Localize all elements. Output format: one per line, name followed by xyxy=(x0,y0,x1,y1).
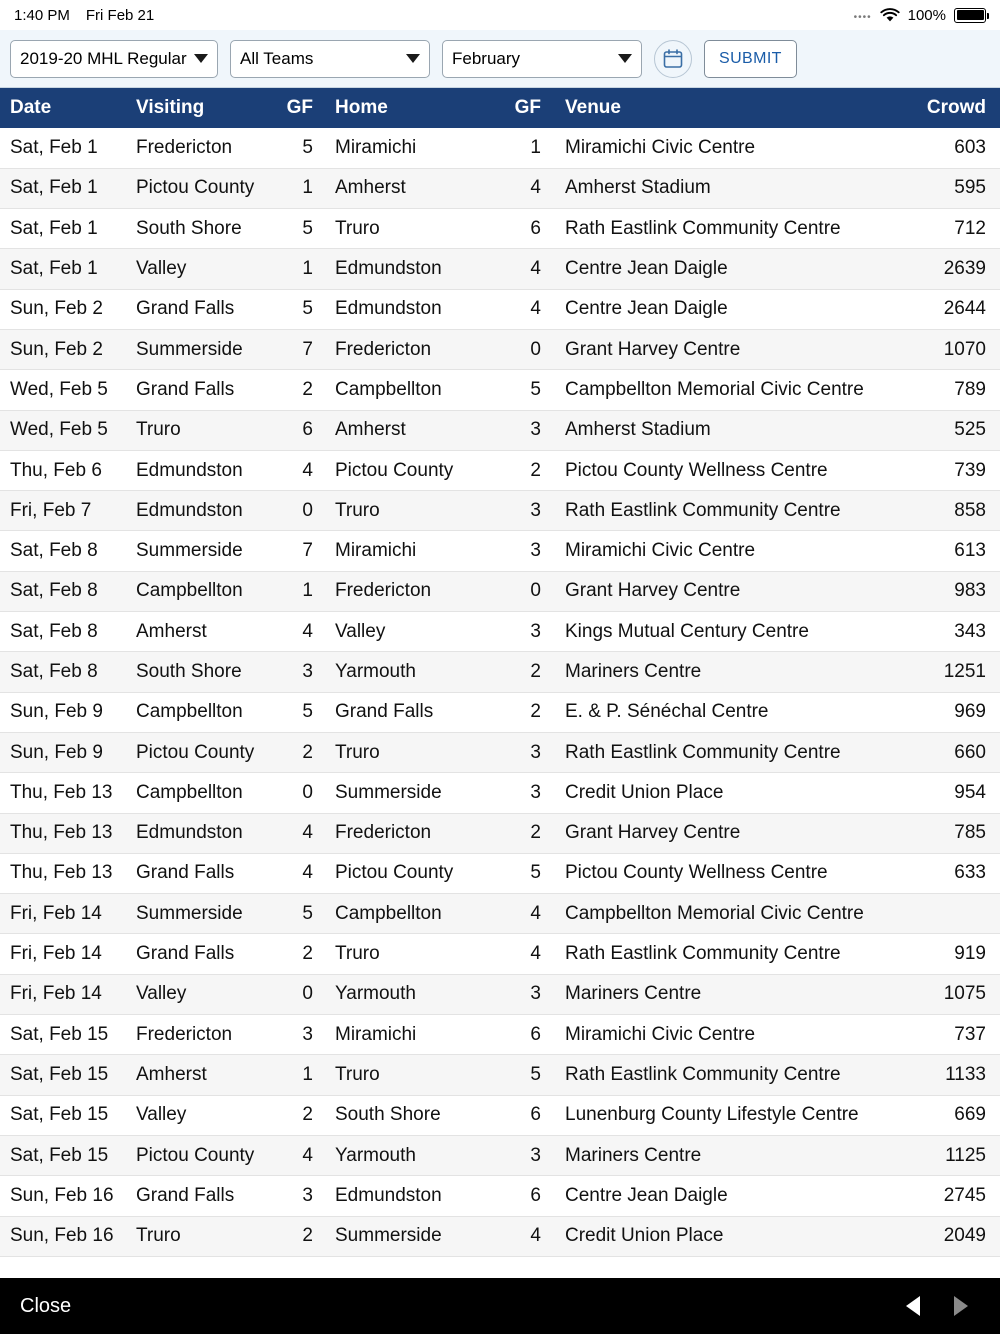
cell-visiting: Grand Falls xyxy=(128,1176,273,1216)
calendar-icon xyxy=(662,48,684,70)
chevron-down-icon xyxy=(618,54,632,63)
wifi-icon xyxy=(880,8,900,23)
cell-gf-visiting: 1 xyxy=(273,1055,321,1095)
cell-venue: Centre Jean Daigle xyxy=(549,249,904,289)
cell-crowd: 633 xyxy=(904,853,1000,893)
cell-visiting: Summerside xyxy=(128,894,273,934)
cell-crowd xyxy=(904,894,1000,934)
cell-date: Sat, Feb 15 xyxy=(0,1095,128,1135)
cell-crowd: 1133 xyxy=(904,1055,1000,1095)
cell-gf-visiting: 7 xyxy=(273,329,321,369)
cell-visiting: Grand Falls xyxy=(128,370,273,410)
cell-crowd: 2644 xyxy=(904,289,1000,329)
cell-home: Truro xyxy=(321,934,501,974)
cell-gf-visiting: 3 xyxy=(273,1015,321,1055)
cell-visiting: Edmundston xyxy=(128,450,273,490)
cell-crowd: 739 xyxy=(904,450,1000,490)
cell-venue: Miramichi Civic Centre xyxy=(549,128,904,168)
cell-home: Grand Falls xyxy=(321,692,501,732)
cell-gf-visiting: 4 xyxy=(273,450,321,490)
cell-gf-home: 3 xyxy=(501,732,549,772)
month-select[interactable] xyxy=(442,40,642,78)
cell-venue: Miramichi Civic Centre xyxy=(549,531,904,571)
table-row[interactable] xyxy=(0,1216,1000,1256)
cell-date: Fri, Feb 14 xyxy=(0,934,128,974)
cell-home: Fredericton xyxy=(321,813,501,853)
cell-visiting: Valley xyxy=(128,249,273,289)
cell-crowd: 712 xyxy=(904,209,1000,249)
nav-controls xyxy=(906,1296,980,1316)
teams-select[interactable] xyxy=(230,40,430,78)
cell-visiting: Valley xyxy=(128,974,273,1014)
cell-gf-visiting: 5 xyxy=(273,894,321,934)
cell-home: Amherst xyxy=(321,168,501,208)
cell-visiting: Campbellton xyxy=(128,692,273,732)
cell-gf-home: 4 xyxy=(501,168,549,208)
cell-visiting: Amherst xyxy=(128,612,273,652)
table-row[interactable] xyxy=(0,410,1000,450)
cell-gf-home: 2 xyxy=(501,450,549,490)
cell-gf-visiting: 5 xyxy=(273,692,321,732)
table-row[interactable] xyxy=(0,491,1000,531)
cell-gf-home: 3 xyxy=(501,531,549,571)
table-row[interactable] xyxy=(0,974,1000,1014)
cell-crowd: 1125 xyxy=(904,1135,1000,1175)
cell-gf-visiting: 1 xyxy=(273,168,321,208)
table-header-row xyxy=(0,88,1000,128)
cell-date: Sun, Feb 2 xyxy=(0,289,128,329)
cell-crowd: 785 xyxy=(904,813,1000,853)
cell-home: Fredericton xyxy=(321,329,501,369)
cell-gf-visiting: 4 xyxy=(273,813,321,853)
cell-crowd: 919 xyxy=(904,934,1000,974)
table-row[interactable] xyxy=(0,1176,1000,1216)
cell-date: Sun, Feb 16 xyxy=(0,1216,128,1256)
table-row[interactable] xyxy=(0,1055,1000,1095)
cell-visiting: Valley xyxy=(128,1095,273,1135)
cell-crowd: 660 xyxy=(904,732,1000,772)
table-row[interactable] xyxy=(0,289,1000,329)
table-row[interactable] xyxy=(0,370,1000,410)
table-row[interactable] xyxy=(0,813,1000,853)
table-row[interactable] xyxy=(0,329,1000,369)
cell-home: Amherst xyxy=(321,410,501,450)
chevron-down-icon xyxy=(406,54,420,63)
month-select-value: February xyxy=(452,48,521,68)
cell-gf-home: 6 xyxy=(501,1095,549,1135)
column-header-gf-visiting[interactable]: GF xyxy=(273,88,321,128)
cell-crowd: 983 xyxy=(904,571,1000,611)
cell-venue: Mariners Centre xyxy=(549,1135,904,1175)
table-row[interactable] xyxy=(0,168,1000,208)
table-row[interactable] xyxy=(0,128,1000,168)
cell-venue: Centre Jean Daigle xyxy=(549,1176,904,1216)
cell-venue: Mariners Centre xyxy=(549,652,904,692)
cell-date: Thu, Feb 13 xyxy=(0,853,128,893)
submit-button[interactable]: SUBMIT xyxy=(704,40,797,78)
cell-gf-home: 3 xyxy=(501,410,549,450)
cell-gf-home: 6 xyxy=(501,1015,549,1055)
table-row[interactable] xyxy=(0,571,1000,611)
cell-gf-home: 0 xyxy=(501,571,549,611)
table-row[interactable] xyxy=(0,1015,1000,1055)
cell-gf-visiting: 4 xyxy=(273,1135,321,1175)
cell-date: Sun, Feb 9 xyxy=(0,732,128,772)
table-row[interactable] xyxy=(0,612,1000,652)
cell-gf-home: 5 xyxy=(501,370,549,410)
cell-venue: Mariners Centre xyxy=(549,974,904,1014)
cell-home: Yarmouth xyxy=(321,1135,501,1175)
chevron-down-icon xyxy=(194,54,208,63)
cell-gf-home: 6 xyxy=(501,209,549,249)
cell-crowd: 1251 xyxy=(904,652,1000,692)
cell-gf-visiting: 6 xyxy=(273,410,321,450)
cell-venue: E. & P. Sénéchal Centre xyxy=(549,692,904,732)
cell-venue: Kings Mutual Century Centre xyxy=(549,612,904,652)
table-row[interactable] xyxy=(0,1095,1000,1135)
cell-home: Yarmouth xyxy=(321,974,501,1014)
cell-visiting: Grand Falls xyxy=(128,853,273,893)
cell-visiting: Truro xyxy=(128,1216,273,1256)
cell-gf-visiting: 3 xyxy=(273,1176,321,1216)
cell-home: Edmundston xyxy=(321,289,501,329)
table-row[interactable] xyxy=(0,531,1000,571)
cell-visiting: Fredericton xyxy=(128,1015,273,1055)
battery-percent: 100% xyxy=(907,6,946,24)
battery-icon xyxy=(954,8,986,23)
table-row[interactable] xyxy=(0,773,1000,813)
cell-date: Wed, Feb 5 xyxy=(0,370,128,410)
cell-gf-visiting: 0 xyxy=(273,773,321,813)
cell-gf-visiting: 0 xyxy=(273,974,321,1014)
cell-gf-visiting: 2 xyxy=(273,1216,321,1256)
table-row[interactable] xyxy=(0,209,1000,249)
cell-venue: Pictou County Wellness Centre xyxy=(549,853,904,893)
cell-gf-home: 3 xyxy=(501,974,549,1014)
cell-date: Sat, Feb 1 xyxy=(0,168,128,208)
cell-date: Sat, Feb 1 xyxy=(0,128,128,168)
cell-visiting: Edmundston xyxy=(128,491,273,531)
cell-visiting: South Shore xyxy=(128,209,273,249)
table-row[interactable] xyxy=(0,1135,1000,1175)
cell-gf-visiting: 4 xyxy=(273,612,321,652)
cell-venue: Campbellton Memorial Civic Centre xyxy=(549,370,904,410)
cell-gf-home: 4 xyxy=(501,894,549,934)
cell-visiting: Amherst xyxy=(128,1055,273,1095)
games-table-container[interactable] xyxy=(0,88,1000,1334)
cell-venue: Grant Harvey Centre xyxy=(549,329,904,369)
cell-home: Campbellton xyxy=(321,894,501,934)
cell-crowd: 1075 xyxy=(904,974,1000,1014)
cell-crowd: 789 xyxy=(904,370,1000,410)
cell-date: Fri, Feb 14 xyxy=(0,974,128,1014)
cell-gf-visiting: 4 xyxy=(273,853,321,893)
cell-visiting: Pictou County xyxy=(128,732,273,772)
cell-crowd: 525 xyxy=(904,410,1000,450)
cell-crowd: 595 xyxy=(904,168,1000,208)
triangle-right-icon[interactable] xyxy=(954,1296,968,1316)
cell-visiting: Grand Falls xyxy=(128,934,273,974)
cell-visiting: Pictou County xyxy=(128,1135,273,1175)
cell-gf-visiting: 5 xyxy=(273,209,321,249)
cell-gf-home: 5 xyxy=(501,853,549,893)
cell-venue: Rath Eastlink Community Centre xyxy=(549,1055,904,1095)
cell-venue: Amherst Stadium xyxy=(549,168,904,208)
cell-gf-visiting: 5 xyxy=(273,289,321,329)
cell-crowd: 343 xyxy=(904,612,1000,652)
cell-date: Sat, Feb 1 xyxy=(0,209,128,249)
cell-crowd: 2745 xyxy=(904,1176,1000,1216)
cell-date: Wed, Feb 5 xyxy=(0,410,128,450)
cell-home: Truro xyxy=(321,1055,501,1095)
cell-date: Fri, Feb 14 xyxy=(0,894,128,934)
cell-visiting: Edmundston xyxy=(128,813,273,853)
cell-date: Thu, Feb 13 xyxy=(0,773,128,813)
cell-gf-home: 4 xyxy=(501,1216,549,1256)
games-table xyxy=(0,88,1000,1257)
cell-gf-home: 4 xyxy=(501,934,549,974)
table-row[interactable] xyxy=(0,652,1000,692)
close-button[interactable]: Close xyxy=(20,1294,72,1317)
cell-home: Miramichi xyxy=(321,531,501,571)
cell-venue: Credit Union Place xyxy=(549,773,904,813)
signal-dots-icon: •••• xyxy=(853,11,872,23)
cell-date: Sat, Feb 15 xyxy=(0,1055,128,1095)
cell-venue: Miramichi Civic Centre xyxy=(549,1015,904,1055)
cell-gf-home: 4 xyxy=(501,249,549,289)
cell-crowd: 2049 xyxy=(904,1216,1000,1256)
cell-date: Sat, Feb 15 xyxy=(0,1135,128,1175)
cell-venue: Amherst Stadium xyxy=(549,410,904,450)
cell-date: Sun, Feb 2 xyxy=(0,329,128,369)
cell-gf-home: 2 xyxy=(501,813,549,853)
cell-home: Fredericton xyxy=(321,571,501,611)
cell-home: Truro xyxy=(321,732,501,772)
cell-venue: Rath Eastlink Community Centre xyxy=(549,934,904,974)
cell-date: Sat, Feb 8 xyxy=(0,612,128,652)
cell-visiting: Summerside xyxy=(128,531,273,571)
cell-venue: Campbellton Memorial Civic Centre xyxy=(549,894,904,934)
column-header-date[interactable]: Date xyxy=(0,88,128,128)
cell-date: Fri, Feb 7 xyxy=(0,491,128,531)
cell-gf-home: 3 xyxy=(501,773,549,813)
cell-crowd: 1070 xyxy=(904,329,1000,369)
cell-crowd: 613 xyxy=(904,531,1000,571)
cell-home: Pictou County xyxy=(321,450,501,490)
cell-home: Pictou County xyxy=(321,853,501,893)
status-date: Fri Feb 21 xyxy=(85,6,155,24)
cell-venue: Rath Eastlink Community Centre xyxy=(549,732,904,772)
cell-home: Yarmouth xyxy=(321,652,501,692)
cell-gf-home: 3 xyxy=(501,1135,549,1175)
cell-home: Valley xyxy=(321,612,501,652)
status-time: 1:40 PM xyxy=(14,6,70,24)
cell-crowd: 858 xyxy=(904,491,1000,531)
cell-gf-home: 2 xyxy=(501,652,549,692)
cell-home: South Shore xyxy=(321,1095,501,1135)
cell-date: Sun, Feb 16 xyxy=(0,1176,128,1216)
cell-gf-home: 2 xyxy=(501,692,549,732)
cell-crowd: 954 xyxy=(904,773,1000,813)
cell-venue: Centre Jean Daigle xyxy=(549,289,904,329)
cell-gf-visiting: 3 xyxy=(273,652,321,692)
filter-toolbar xyxy=(0,30,1000,88)
cell-gf-visiting: 1 xyxy=(273,571,321,611)
cell-visiting: Campbellton xyxy=(128,773,273,813)
table-row[interactable] xyxy=(0,894,1000,934)
cell-gf-visiting: 7 xyxy=(273,531,321,571)
cell-visiting: Summerside xyxy=(128,329,273,369)
cell-home: Edmundston xyxy=(321,249,501,289)
column-header-crowd[interactable]: Crowd xyxy=(904,88,1000,128)
cell-crowd: 2639 xyxy=(904,249,1000,289)
cell-visiting: Pictou County xyxy=(128,168,273,208)
cell-venue: Rath Eastlink Community Centre xyxy=(549,209,904,249)
cell-visiting: Grand Falls xyxy=(128,289,273,329)
cell-crowd: 603 xyxy=(904,128,1000,168)
cell-visiting: Fredericton xyxy=(128,128,273,168)
cell-crowd: 737 xyxy=(904,1015,1000,1055)
cell-gf-visiting: 5 xyxy=(273,128,321,168)
cell-date: Sat, Feb 8 xyxy=(0,571,128,611)
table-header xyxy=(0,88,1000,128)
cell-venue: Credit Union Place xyxy=(549,1216,904,1256)
cell-date: Thu, Feb 13 xyxy=(0,813,128,853)
cell-visiting: Truro xyxy=(128,410,273,450)
cell-gf-visiting: 2 xyxy=(273,1095,321,1135)
cell-date: Sat, Feb 8 xyxy=(0,531,128,571)
cell-crowd: 669 xyxy=(904,1095,1000,1135)
cell-date: Sat, Feb 1 xyxy=(0,249,128,289)
cell-visiting: South Shore xyxy=(128,652,273,692)
cell-venue: Lunenburg County Lifestyle Centre xyxy=(549,1095,904,1135)
table-row[interactable] xyxy=(0,249,1000,289)
table-row[interactable] xyxy=(0,692,1000,732)
season-select[interactable] xyxy=(10,40,218,78)
column-header-home[interactable]: Home xyxy=(321,88,501,128)
cell-gf-home: 6 xyxy=(501,1176,549,1216)
calendar-button[interactable] xyxy=(654,40,692,78)
cell-gf-visiting: 0 xyxy=(273,491,321,531)
cell-home: Miramichi xyxy=(321,1015,501,1055)
cell-home: Miramichi xyxy=(321,128,501,168)
cell-home: Summerside xyxy=(321,1216,501,1256)
season-select-value: 2019-20 MHL Regular xyxy=(20,48,187,68)
triangle-left-icon[interactable] xyxy=(906,1296,920,1316)
cell-gf-visiting: 1 xyxy=(273,249,321,289)
cell-home: Edmundston xyxy=(321,1176,501,1216)
cell-gf-home: 4 xyxy=(501,289,549,329)
cell-gf-visiting: 2 xyxy=(273,732,321,772)
status-right-cluster xyxy=(854,7,986,24)
cell-venue: Rath Eastlink Community Centre xyxy=(549,491,904,531)
column-header-visiting[interactable]: Visiting xyxy=(128,88,273,128)
cell-gf-home: 3 xyxy=(501,491,549,531)
status-bar xyxy=(0,0,1000,30)
cell-gf-visiting: 2 xyxy=(273,934,321,974)
table-row[interactable] xyxy=(0,853,1000,893)
cell-date: Sat, Feb 15 xyxy=(0,1015,128,1055)
cell-gf-home: 0 xyxy=(501,329,549,369)
column-header-gf-home[interactable]: GF xyxy=(501,88,549,128)
column-header-venue[interactable]: Venue xyxy=(549,88,904,128)
table-row[interactable] xyxy=(0,450,1000,490)
cell-date: Sat, Feb 8 xyxy=(0,652,128,692)
table-row[interactable] xyxy=(0,732,1000,772)
cell-venue: Grant Harvey Centre xyxy=(549,571,904,611)
cell-home: Campbellton xyxy=(321,370,501,410)
cell-crowd: 969 xyxy=(904,692,1000,732)
cell-home: Truro xyxy=(321,491,501,531)
cell-date: Sun, Feb 9 xyxy=(0,692,128,732)
teams-select-value: All Teams xyxy=(240,48,314,68)
cell-gf-visiting: 2 xyxy=(273,370,321,410)
cell-venue: Grant Harvey Centre xyxy=(549,813,904,853)
bottom-bar xyxy=(0,1278,1000,1334)
cell-visiting: Campbellton xyxy=(128,571,273,611)
cell-gf-home: 3 xyxy=(501,612,549,652)
cell-home: Summerside xyxy=(321,773,501,813)
cell-home: Truro xyxy=(321,209,501,249)
cell-gf-home: 1 xyxy=(501,128,549,168)
cell-venue: Pictou County Wellness Centre xyxy=(549,450,904,490)
table-body xyxy=(0,128,1000,1256)
table-row[interactable] xyxy=(0,934,1000,974)
cell-date: Thu, Feb 6 xyxy=(0,450,128,490)
cell-gf-home: 5 xyxy=(501,1055,549,1095)
